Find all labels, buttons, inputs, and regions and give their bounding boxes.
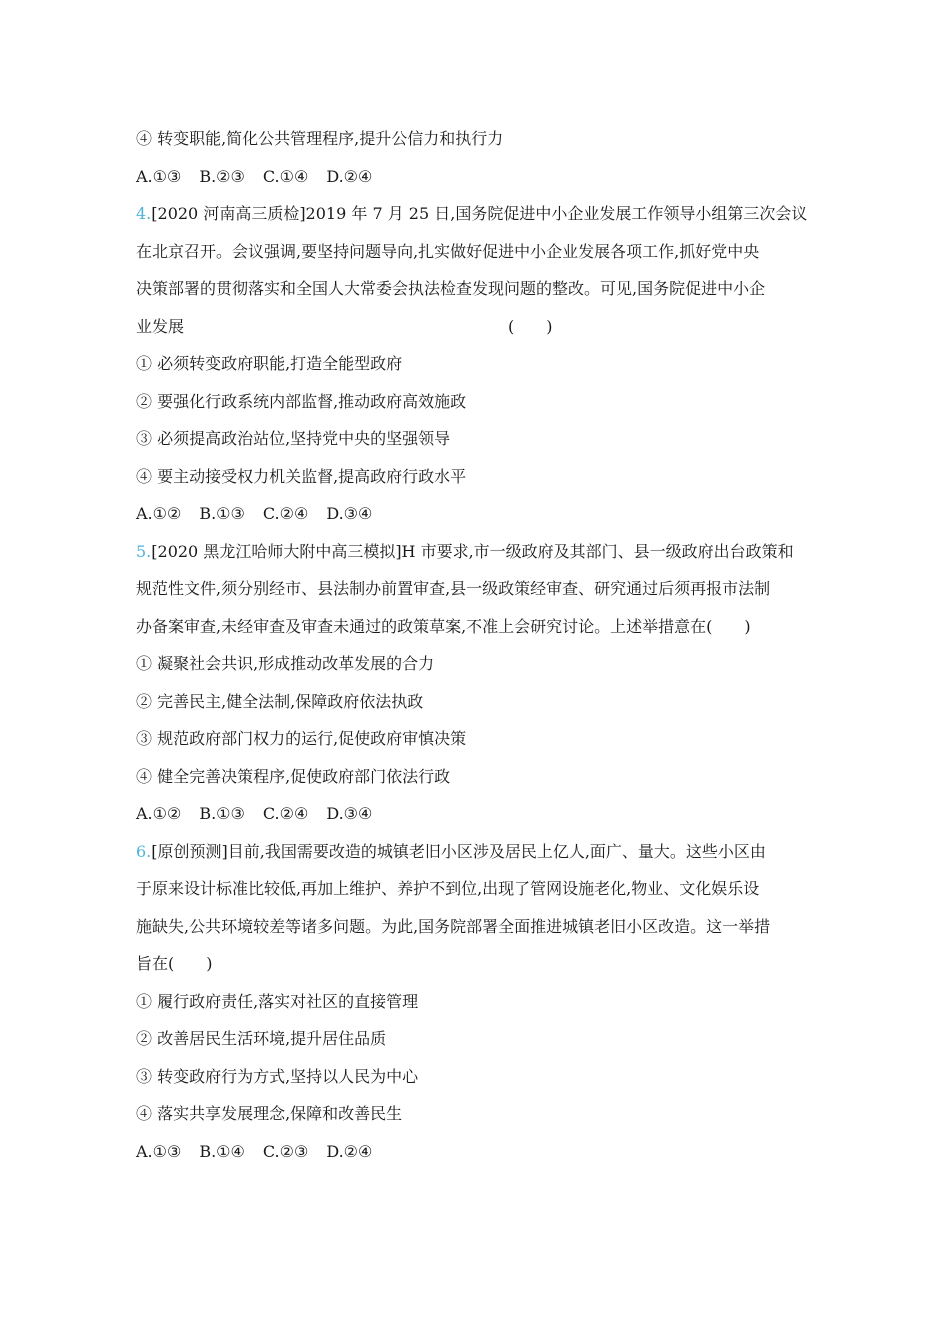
- q6-choice-d: D.②④: [326, 1141, 373, 1161]
- q4-stem-text-1: [2020 河南高三质检]2019 年 7 月 25 日,国务院促进中小企业发展工作领导小组第三次会议: [151, 204, 808, 223]
- q5-choice-d: D.③④: [326, 804, 373, 823]
- q5-item-4: ④ 健全完善决策程序,促使政府部门依法行政: [136, 766, 451, 786]
- q4-stem-line-1: [136, 195, 816, 233]
- q6-stem-line-4: 旨在( ): [136, 954, 213, 973]
- q4-choice-d: D.③④: [326, 504, 373, 523]
- q6-item-4: ④ 落实共享发展理念,保障和改善民生: [136, 1104, 403, 1123]
- q5-item-3: ③ 规范政府部门权力的运行,促使政府审慎决策: [136, 729, 467, 748]
- q6-choice-c: C.②③: [262, 1141, 309, 1161]
- q3-choice-b: B.②③: [199, 166, 245, 186]
- q4-stem-text-4: 业发展: [136, 316, 185, 336]
- q5-choices: [136, 795, 816, 833]
- q4-item-2: ② 要强化行政系统内部监督,推动政府高效施政: [136, 391, 467, 411]
- q4-choices: [136, 495, 816, 533]
- q6-choice-a: A.①③: [136, 1141, 182, 1161]
- q6-stem-line-1: [136, 833, 816, 871]
- q5-stem-line-1: [136, 533, 816, 571]
- q4-item-3: ③ 必须提高政治站位,坚持党中央的坚强领导: [136, 429, 451, 448]
- q4-stem-line-4: [136, 308, 816, 346]
- q6-choice-b: B.①④: [199, 1141, 245, 1161]
- q6-stem-line-2: 于原来设计标准比较低,再加上维护、养护不到位,出现了管网设施老化,物业、文化娱乐设: [136, 879, 760, 898]
- q4-answer-paren: ( ): [508, 316, 553, 336]
- q3-choices: [136, 158, 816, 196]
- q4-item-1: ① 必须转变政府职能,打造全能型政府: [136, 354, 403, 373]
- q5-choice-a: A.①②: [136, 804, 182, 823]
- q4-item-4: ④ 要主动接受权力机关监督,提高政府行政水平: [136, 466, 467, 486]
- q5-choice-c: C.②④: [262, 804, 309, 823]
- q6-number: 6.: [136, 841, 152, 861]
- q6-stem-text-1: [原创预测]目前,我国需要改造的城镇老旧小区涉及居民上亿人,面广、量大。这些小区由: [151, 841, 766, 861]
- q3-item-4: ④ 转变职能,简化公共管理程序,提升公信力和执行力: [136, 129, 504, 148]
- q6-choices: [136, 1133, 816, 1171]
- q4-stem-line-2: 在北京召开。会议强调,要坚持问题导向,扎实做好促进中小企业发展各项工作,抓好党中央: [136, 241, 760, 261]
- q3-choice-c: C.①④: [262, 166, 309, 186]
- q4-choice-a: A.①②: [136, 504, 182, 523]
- q5-stem-line-3: 办备案审查,未经审查及审查未通过的政策草案,不准上会研究讨论。上述举措意在( ): [136, 616, 751, 636]
- q6-stem-line-3: 施缺失,公共环境较差等诸多问题。为此,国务院部署全面推进城镇老旧小区改造。这一举措: [136, 916, 771, 936]
- q6-item-1: ① 履行政府责任,落实对社区的直接管理: [136, 991, 419, 1011]
- document-page: [136, 120, 816, 1170]
- q4-choice-c: C.②④: [262, 504, 309, 523]
- q5-choice-b: B.①③: [199, 804, 245, 823]
- q5-item-1: ① 凝聚社会共识,形成推动改革发展的合力: [136, 654, 435, 673]
- q5-stem-line-2: 规范性文件,须分别经市、县法制办前置审查,县一级政策经审查、研究通过后须再报市法制: [136, 579, 771, 598]
- q5-stem-text-1: [2020 黑龙江哈师大附中高三模拟]H 市要求,市一级政府及其部门、县一级政府出台政策和: [151, 541, 794, 561]
- q6-item-3: ③ 转变政府行为方式,坚持以人民为中心: [136, 1066, 419, 1086]
- q3-choice-d: D.②④: [326, 166, 373, 186]
- q3-choice-a: A.①③: [136, 166, 182, 186]
- q5-item-2: ② 完善民主,健全法制,保障政府依法执政: [136, 691, 424, 711]
- q6-item-2: ② 改善居民生活环境,提升居住品质: [136, 1029, 387, 1048]
- q4-stem-line-3: 决策部署的贯彻落实和全国人大常委会执法检查发现问题的整改。可见,国务院促进中小企: [136, 279, 766, 298]
- q4-choice-b: B.①③: [199, 504, 245, 523]
- q4-number: 4.: [136, 204, 152, 223]
- q5-number: 5.: [136, 541, 152, 561]
